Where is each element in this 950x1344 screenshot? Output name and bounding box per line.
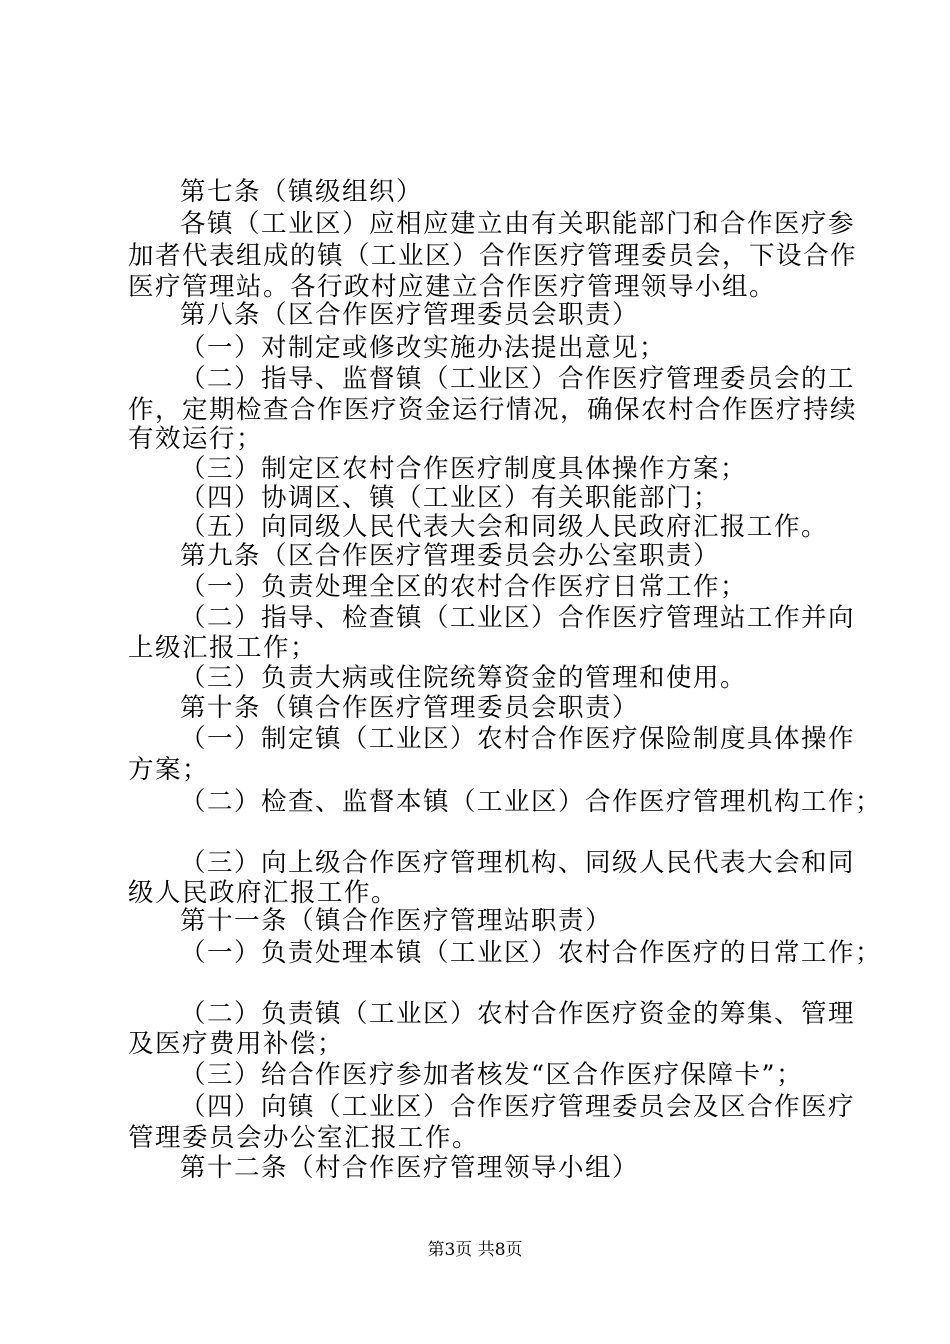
paragraph-line: 加者代表组成的镇（工业区）合作医疗管理委员会，下设合作 — [128, 241, 858, 271]
list-item: （三）给合作医疗参加者核发“区合作医疗保障卡”； — [180, 1060, 804, 1090]
article-9-heading: 第九条（区合作医疗管理委员会办公室职责） — [180, 541, 721, 571]
paragraph-line: 上级汇报工作； — [128, 633, 318, 663]
list-item: （一）对制定或修改实施办法提出意见； — [180, 333, 667, 363]
paragraph-line: 各镇（工业区）应相应建立由有关职能部门和合作医疗参 — [180, 209, 856, 239]
article-7-heading: 第七条（镇级组织） — [180, 177, 424, 207]
list-item: （二）负责镇（工业区）农村合作医疗资金的筹集、管理 — [180, 999, 856, 1029]
paragraph-line: 级人民政府汇报工作。 — [128, 878, 399, 908]
list-item: （二）指导、监督镇（工业区）合作医疗管理委员会的工 — [180, 364, 856, 394]
article-10-heading: 第十条（镇合作医疗管理委员会职责） — [180, 693, 640, 723]
list-item: （四）协调区、镇（工业区）有关职能部门； — [180, 483, 721, 513]
paragraph-line: 管理委员会办公室汇报工作。 — [128, 1123, 480, 1153]
list-item: （二）指导、检查镇（工业区）合作医疗管理站工作并向 — [180, 603, 856, 633]
article-8-heading: 第八条（区合作医疗管理委员会职责） — [180, 300, 640, 330]
paragraph-line: 方案； — [128, 755, 210, 785]
paragraph-line: 医疗管理站。各行政村应建立合作医疗管理领导小组。 — [128, 272, 777, 302]
list-item: （二）检查、监督本镇（工业区）合作医疗管理机构工作； — [180, 787, 883, 817]
list-item: （五）向同级人民代表大会和同级人民政府汇报工作。 — [180, 512, 829, 542]
paragraph-line: 有效运行； — [128, 424, 264, 454]
list-item: （三）制定区农村合作医疗制度具体操作方案； — [180, 454, 748, 484]
page-footer: 第3页 共8页 — [427, 1240, 523, 1260]
paragraph-line: 作，定期检查合作医疗资金运行情况，确保农村合作医疗持续 — [128, 395, 858, 425]
list-item: （四）向镇（工业区）合作医疗管理委员会及区合作医疗 — [180, 1092, 856, 1122]
paragraph-line: 及医疗费用补偿； — [128, 1029, 345, 1059]
list-item: （一）制定镇（工业区）农村合作医疗保险制度具体操作 — [180, 724, 856, 754]
article-12-heading: 第十二条（村合作医疗管理领导小组） — [180, 1153, 640, 1183]
list-item: （三）向上级合作医疗管理机构、同级人民代表大会和同 — [180, 848, 856, 878]
article-11-heading: 第十一条（镇合作医疗管理站职责） — [180, 906, 613, 936]
list-item: （一）负责处理全区的农村合作医疗日常工作； — [180, 572, 748, 602]
list-item: （三）负责大病或住院统筹资金的管理和使用。 — [180, 663, 748, 693]
list-item: （一）负责处理本镇（工业区）农村合作医疗的日常工作； — [180, 938, 883, 968]
